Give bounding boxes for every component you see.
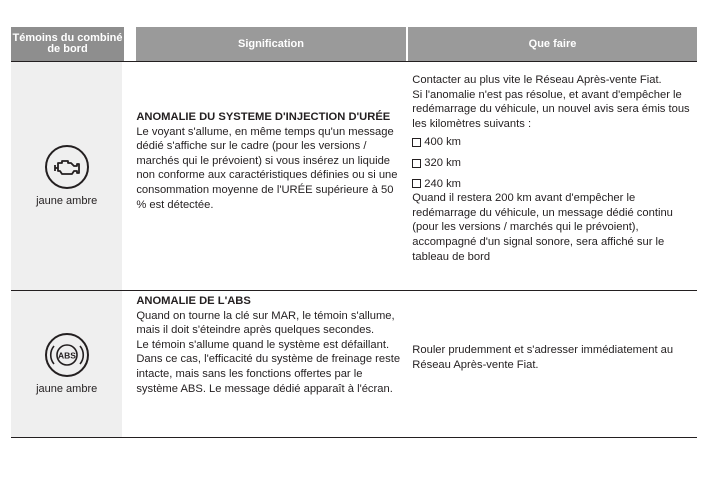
header-what-to-do-label: Que faire [528,37,577,50]
km-value: 320 km [424,156,461,169]
km-value: 400 km [424,136,461,149]
checkbox-icon [412,159,421,168]
fault-description: Quand on tourne la clé sur MAR, le témoin s'allume, mais il doit s'éteindre après quelques secondes. [136,309,395,337]
header-what-to-do [408,27,697,61]
color-label: jaune ambre [36,383,98,395]
header-warning-lights [11,27,124,61]
header-meaning [136,27,406,61]
warning-lights-table [11,27,697,438]
header-warning-lights-label: Témoins du combiné de bord [12,32,123,55]
checkbox-icon [412,138,421,147]
action-final: Quand il restera 200 km avant d'empêcher le redémarrage du véhicule, un message dédié continu (pour les versions / marchés qui le prévoient), accompagné d'un signal sonore, sera affiché sur le tableau de bord [412,192,673,263]
abs-warning-icon [45,333,89,377]
fault-title: ANOMALIE DE L'ABS [136,295,251,307]
abs-icon-text: ABS [57,350,76,361]
warning-light-cell [11,291,122,437]
action-intro: Contacter au plus vite le Réseau Après-vente Fiat. [412,74,662,86]
checkbox-icon [412,179,421,188]
engine-warning-icon [45,145,89,189]
fault-description: Le témoin s'allume quand le système est défaillant. Dans ce cas, l'efficacité du système de freinage reste intacte, mais sans les fonctions offertes par le système ABS. Le message dédié apparaît à l'écran. [136,338,401,395]
header-meaning-label: Signification [238,37,304,50]
action-text: Rouler prudemment et s'adresser immédiatement au Réseau Après-vente Fiat. [412,344,674,371]
action-cell [402,291,697,437]
fault-description: Le voyant s'allume, en même temps qu'un message dédié s'affiche sur le cadre (pour les versions / marchés qui le prévoient) si vous insérez un liquide non conforme aux caractéristiques définies ou si une consommation moyenne de l'URÉE supérieure à 50 % est détectée. [136,125,398,211]
action-cell [402,62,697,290]
table-row [11,61,697,290]
km-item [412,135,697,150]
table-header [11,27,697,61]
fault-title: ANOMALIE DU SYSTEME D'INJECTION D'URÉE [136,111,391,123]
meaning-cell [122,62,402,290]
km-value: 240 km [424,177,461,190]
meaning-cell [122,291,402,437]
km-item [412,177,697,192]
action-detail: Si l'anomalie n'est pas résolue, et avant d'empêcher le redémarrage du véhicule, un nouvel avis sera émis tous les kilomètres suivants : [412,88,690,130]
km-item [412,156,697,171]
table-row [11,290,697,438]
color-label: jaune ambre [36,195,98,207]
warning-light-cell [11,62,122,290]
